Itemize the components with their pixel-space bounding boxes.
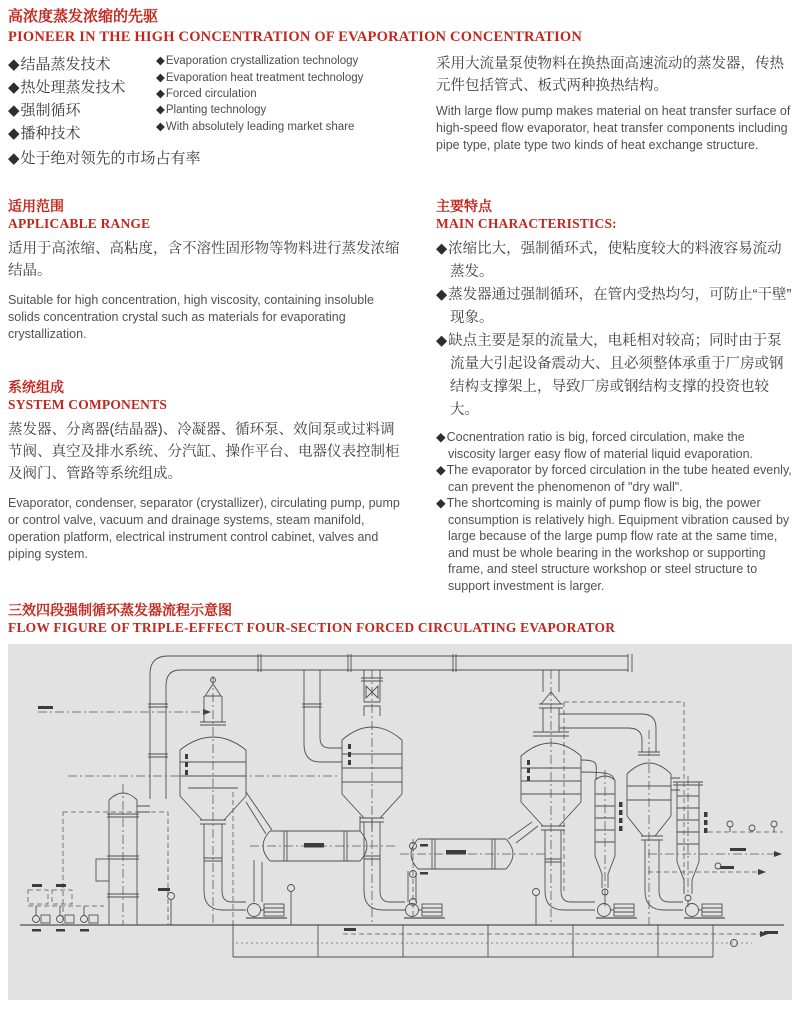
section-main-characteristics [436,198,792,594]
diamond-icon: ◆ [8,150,20,168]
diamond-icon: ◆ [156,104,165,117]
feature-item-label: 处于绝对领先的市场占有率 [20,150,201,168]
intro-feature-block [8,53,406,170]
characteristic-label: Cocnentration ratio is big, forced circulation, make the viscosity larger easy flow of material liquid evaporation. [446,430,753,461]
characteristic-item [436,284,792,330]
diamond-icon: ◆ [8,79,20,97]
feature-item-label: 热处理蒸发技术 [20,79,126,97]
characteristic-label: 蒸发器通过强制循环，在管内受热均匀，可防止“干壁” 现象。 [448,287,792,327]
feature-item-wide [8,147,406,170]
flow-diagram-panel [8,644,792,1000]
range-body-en: Suitable for high concentration, high viscosity, containing insoluble solids concentration crystal such as materials for evaporating crystallization. [8,293,374,342]
feature-item [8,122,148,145]
preheater-column-2 [673,782,708,907]
pump-1 [246,904,287,919]
components-title-cn: 系统组成 [8,379,64,396]
diamond-icon: ◆ [156,71,165,84]
diamond-icon: ◆ [436,430,446,445]
diamond-icon: ◆ [156,120,165,133]
section-flow-figure [8,602,792,1000]
feature-list-cn [8,53,148,145]
characteristics-list-en [436,429,792,594]
separator-2 [342,670,405,910]
feature-item-label: Forced circulation [165,87,257,100]
diamond-icon: ◆ [436,496,446,511]
instrument-symbols [158,821,783,925]
feature-list-en [156,53,363,145]
intro-title-en: PIONEER IN THE HIGH CONCENTRATION OF EVAPORATION CONCENTRATION [8,28,583,45]
diamond-icon: ◆ [436,241,448,258]
diamond-icon: ◆ [436,287,448,304]
feature-item-label: 结晶蒸发技术 [20,56,111,74]
intro-desc-en: With large flow pump makes material on heat transfer surface of high-speed flow evaporator, heat transfer components including pipe type, plate type two kinds of heat exchange structure. [436,104,791,153]
characteristic-item [436,462,792,495]
characteristic-label: The evaporator by forced circulation in the tube heated evenly, can prevent the phenomenon of "dry wall". [446,463,792,494]
characteristic-item [436,238,792,284]
characteristic-item [436,495,792,594]
flow-diagram [8,644,792,1000]
condenser-tower [96,793,139,925]
vapor-duct-3-4 [559,714,656,752]
section-system-components [8,379,406,563]
heat-exchanger-2 [408,822,538,902]
flow-title-cn: 三效四段强制循环蒸发器流程示意图 [8,602,232,619]
characteristic-label: 缺点主要是泵的流量大，电耗相对较高；同时由于泵流量大引起设备震动大、且必须整体承重于厂房或钢结构支撑架上，导致厂房或钢结构支撑的投资也较大。 [448,333,784,419]
flow-title-en: FLOW FIGURE OF TRIPLE-EFFECT FOUR-SECTION FORCED CIRCULATING EVAPORATOR [8,620,616,636]
section-intro [8,8,792,170]
feature-item [156,70,363,86]
separator-4 [627,752,683,910]
feature-item-label: 强制循环 [20,102,81,120]
separator-3 [521,670,595,910]
feature-item-label: 播种技术 [20,125,81,143]
characteristic-label: The shortcoming is mainly of pump flow is big, the power consumption is relatively high. Equipment vibration caused by large because of the large pump flow rate at the same time, and must be whole bearing in the workshop or supporting frame, and steel structure workshop or steel structure to support investment is larger. [446,496,790,593]
feature-item-label: Planting technology [165,104,267,117]
characteristics-list-cn [436,238,792,422]
intro-title-cn: 高浓度蒸发浓缩的先驱 [8,8,159,25]
intro-desc-cn: 采用大流量泵使物料在换热面高速流动的蒸发器，传热元件包括管式、板式两种换热结构。 [436,56,784,95]
range-body-cn: 适用于高浓缩、高粘度，含不溶性固形物等物料进行蒸发浓缩结晶。 [8,241,400,280]
diamond-icon: ◆ [436,463,446,478]
feature-item-label: Evaporation crystallization technology [165,55,359,68]
pump-4 [684,904,725,919]
feature-item [8,76,148,99]
ground-line [20,925,784,957]
vapor-drop-duct [302,670,342,762]
diamond-icon: ◆ [156,55,165,68]
diamond-icon: ◆ [8,56,20,74]
section-applicable-range [8,198,406,343]
preheater-column-1 [581,760,623,906]
diamond-icon: ◆ [436,333,448,350]
feature-item [156,102,363,118]
reference-lines [38,670,688,925]
pump-3 [596,904,637,919]
characteristic-item [436,429,792,462]
feature-item [156,53,363,69]
feature-item-label: With absolutely leading market share [165,120,355,133]
intro-desc-block [436,53,792,170]
feature-item [8,99,148,122]
components-body-cn: 蒸发器、分离器(结晶器)、冷凝器、循环泵、效间泵或过料调节阀、真空及排水系统、分汽缸、操作平台、电器仪表控制柜及阀门、管路等系统组成。 [8,422,400,483]
feature-item-label: Evaporation heat treatment technology [165,71,364,84]
characteristics-title-cn: 主要特点 [436,198,492,215]
feature-item [156,86,363,102]
diamond-icon: ◆ [8,125,20,143]
components-title-en: SYSTEM COMPONENTS [8,397,168,413]
components-body-en: Evaporator, condenser, separator (crystallizer), circulating pump, pump or control valve, vacuum and drainage systems, steam manifold, operation platform, electrical instrument control cabinet, valves and piping system. [8,496,400,562]
diamond-icon: ◆ [8,102,20,120]
range-title-en: APPLICABLE RANGE [8,216,151,232]
characteristic-label: 浓缩比大，强制循环式，使粘度较大的料液容易流动蒸发。 [448,241,782,281]
characteristic-item [436,330,792,422]
pump-2 [404,904,445,919]
diamond-icon: ◆ [156,87,165,100]
characteristics-title-en: MAIN CHARACTERISTICS: [436,216,617,232]
feature-item [156,119,363,135]
feature-item [8,53,148,76]
range-title-cn: 适用范围 [8,198,64,215]
